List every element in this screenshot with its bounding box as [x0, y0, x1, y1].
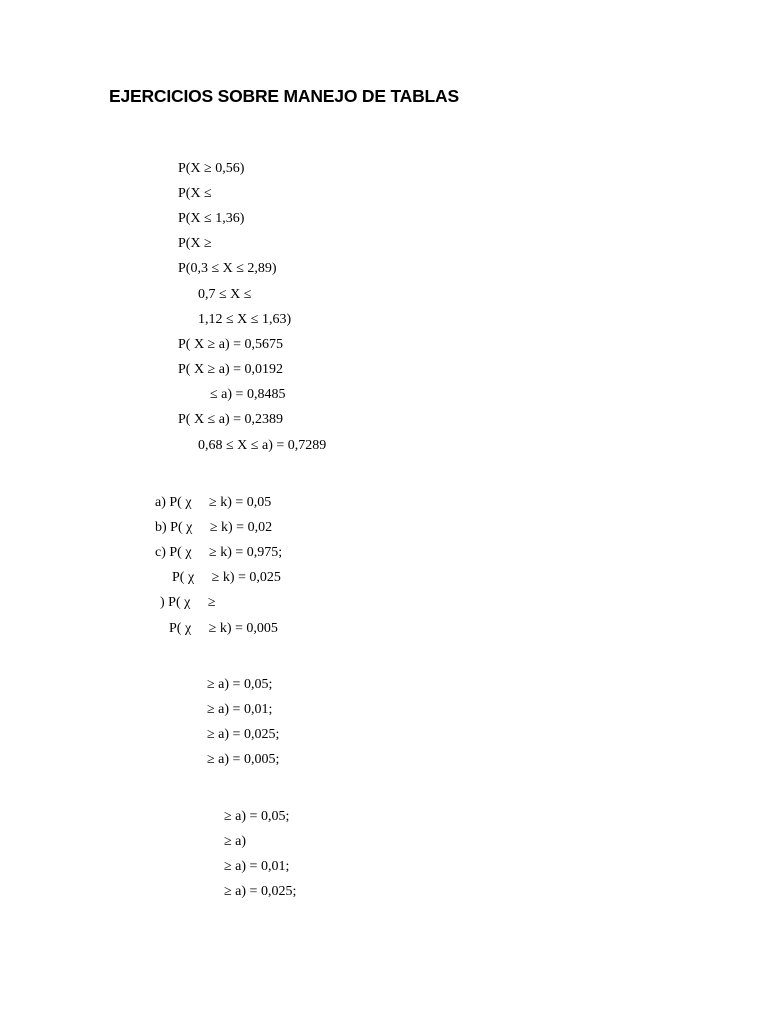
exercise-line: 1,12 ≤ X ≤ 1,63) [198, 312, 292, 327]
exercise-line: ≥ a) = 0,01; [207, 702, 273, 717]
exercise-line: ≥ a) = 0,01; [224, 859, 290, 874]
exercise-line: P( χ ≥ k) = 0,025 [172, 570, 281, 585]
exercise-line: P( X ≤ a) = 0,2389 [178, 412, 284, 427]
exercise-line: ≥ a) = 0,05; [224, 809, 290, 824]
exercise-line: b) P( χ ≥ k) = 0,02 [155, 520, 273, 535]
exercise-line: ≥ a) = 0,05; [207, 677, 273, 692]
exercise-line: 0,68 ≤ X ≤ a) = 0,7289 [198, 438, 327, 453]
exercise-line: ) P( χ ≥ [160, 595, 216, 610]
exercise-line: P( X ≥ a) = 0,0192 [178, 362, 284, 377]
exercise-line: P(X ≤ [178, 186, 212, 201]
exercise-line: ≥ a) = 0,025; [207, 727, 280, 742]
exercise-line: P(X ≥ 0,56) [178, 161, 245, 176]
exercise-line: P(X ≤ 1,36) [178, 211, 245, 226]
exercise-line: a) P( χ ≥ k) = 0,05 [155, 495, 272, 510]
page-title: EJERCICIOS SOBRE MANEJO DE TABLAS [109, 86, 459, 106]
exercise-line: ≥ a) = 0,025; [224, 884, 297, 899]
exercise-line: ≥ a) [224, 834, 247, 849]
exercise-line: 0,7 ≤ X ≤ [198, 287, 252, 302]
exercise-line: P( X ≥ a) = 0,5675 [178, 337, 284, 352]
exercise-line: P(X ≥ [178, 236, 212, 251]
exercise-line: ≥ a) = 0,005; [207, 752, 280, 767]
exercise-line: c) P( χ ≥ k) = 0,975; [155, 545, 283, 560]
exercise-line: P( χ ≥ k) = 0,005 [169, 621, 278, 636]
exercise-line: ≤ a) = 0,8485 [210, 387, 286, 402]
exercise-line: P(0,3 ≤ X ≤ 2,89) [178, 261, 277, 276]
